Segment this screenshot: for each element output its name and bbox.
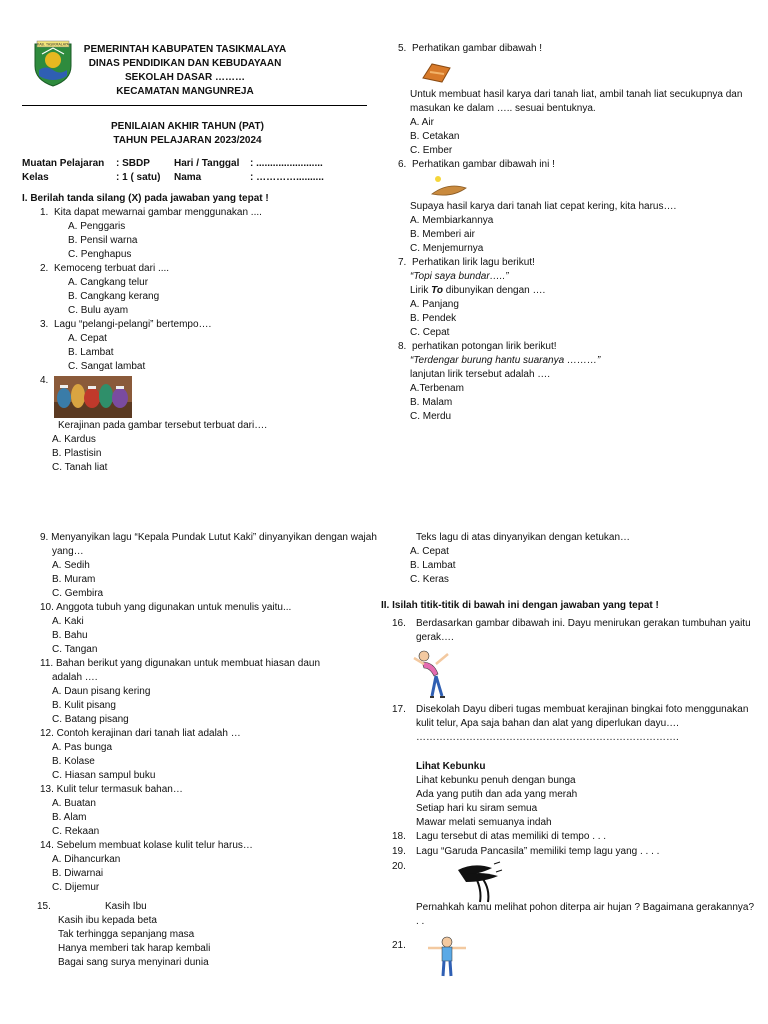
class-value: : 1 ( satu) <box>116 172 161 183</box>
song-lihat-kebunku <box>416 760 716 830</box>
question-5 <box>410 88 768 158</box>
q7-text: Lirik To dibunyikan dengan …. <box>410 285 546 296</box>
q12-option-c[interactable]: C. Hiasan sampul buku <box>52 770 156 781</box>
song-lyric-4: Mawar melati semuanya indah <box>416 817 552 828</box>
question-3: 3. Lagu “pelangi-pelangi” bertempo…. <box>40 319 212 330</box>
q9-option-b[interactable]: B. Muram <box>52 574 96 585</box>
name-label: Nama <box>174 172 202 183</box>
q6-option-c[interactable]: C. Menjemurnya <box>410 243 484 254</box>
subject-value: : SBDP <box>116 158 150 169</box>
q8-text: perhatikan potongan lirik berikut! <box>412 341 557 352</box>
q2-option-a[interactable]: A. Cangkang telur <box>68 277 149 288</box>
question-4 <box>38 419 368 475</box>
clay-mold-image-icon <box>420 60 452 84</box>
question-6-title: 6. Perhatikan gambar dibawah ini ! <box>398 159 555 170</box>
q15-question: Teks lagu di atas dinyanyikan dengan ketukan… <box>416 532 631 543</box>
q9-text-cont: yang… <box>52 546 84 557</box>
q10-option-b[interactable]: B. Bahu <box>52 630 88 641</box>
regency-logo-icon <box>33 40 73 88</box>
q11-option-c[interactable]: C. Batang pisang <box>52 714 129 725</box>
windy-tree-image-icon <box>452 860 504 904</box>
section-1-title: I. Berilah tanda silang (X) pada jawaban yang tepat ! <box>22 193 269 204</box>
question-10: 10. Anggota tubuh yang digunakan untuk menulis yaitu... <box>40 602 292 613</box>
q3-option-b[interactable]: B. Lambat <box>68 347 114 358</box>
q7-lyric: “Topi saya bundar…..” <box>410 271 509 282</box>
questions-left <box>38 206 368 388</box>
q3-option-c[interactable]: C. Sangat lambat <box>68 361 146 372</box>
q4-option-b[interactable]: B. Plastisin <box>52 448 102 459</box>
q5-option-a[interactable]: A. Air <box>410 117 434 128</box>
q19-text: Lagu “Garuda Pancasila” memiliki temp lagu yang . . . . <box>416 846 660 857</box>
q15-option-b[interactable]: B. Lambat <box>410 560 456 571</box>
q21-number: 21. <box>392 940 406 951</box>
q7-option-c[interactable]: C. Cepat <box>410 327 450 338</box>
q11-option-b[interactable]: B. Kulit pisang <box>52 700 116 711</box>
class-label: Kelas <box>22 172 49 183</box>
logo-caption: KAB. TASIKMALAYA <box>37 42 69 47</box>
q20-question <box>416 901 768 929</box>
q14-option-a[interactable]: A. Dihancurkan <box>52 854 121 865</box>
q13-option-a[interactable]: A. Buatan <box>52 798 96 809</box>
q15-option-a[interactable]: A. Cepat <box>410 546 449 557</box>
q8-option-b[interactable]: B. Malam <box>410 397 453 408</box>
question-5-title: 5. Perhatikan gambar dibawah ! <box>398 43 543 54</box>
q20-text: Pernahkah kamu melihat pohon diterpa air hujan ? Bagaimana gerakannya? <box>416 902 755 913</box>
q5-option-b[interactable]: B. Cetakan <box>410 131 460 142</box>
q7-option-a[interactable]: A. Panjang <box>410 299 459 310</box>
q18-text: Lagu tersebut di atas memiliki di tempo . . . <box>416 831 607 842</box>
q16-text-1: Berdasarkan gambar dibawah ini. Dayu menirukan gerakan tumbuhan yaitu <box>416 618 751 629</box>
q1-option-a[interactable]: A. Penggaris <box>68 221 126 232</box>
letterhead <box>75 43 295 99</box>
question-14: 14. Sebelum membuat kolase kulit telur harus… <box>40 840 253 851</box>
q15-song-title: Kasih Ibu <box>105 901 147 912</box>
q6-text: Supaya hasil karya dari tanah liat cepat kering, kita harus…. <box>410 201 677 212</box>
name-value: : ………….......... <box>250 172 324 183</box>
date-value: : ........................ <box>250 158 323 169</box>
song-lyric-2: Ada yang putih dan ada yang merah <box>416 789 578 800</box>
letterhead-department: DINAS PENDIDIKAN DAN KEBUDAYAAN <box>88 58 282 69</box>
q15-lyric-2: Tak terhingga sepanjang masa <box>58 929 195 940</box>
q12-option-a[interactable]: A. Pas bunga <box>52 742 113 753</box>
clay-crafts-photo-icon <box>54 376 132 418</box>
q3-option-a[interactable]: A. Cepat <box>68 333 107 344</box>
letterhead-divider <box>22 105 367 106</box>
q5-text-2: masukan ke dalam ….. sesuai bentuknya. <box>410 103 596 114</box>
q13-option-c[interactable]: C. Rekaan <box>52 826 100 837</box>
q1-option-c[interactable]: C. Penghapus <box>68 249 132 260</box>
q2-option-c[interactable]: C. Bulu ayam <box>68 305 129 316</box>
letterhead-school: SEKOLAH DASAR ……… <box>124 72 245 83</box>
q4-option-c[interactable]: C. Tanah liat <box>52 462 108 473</box>
q15-lyric-3: Hanya memberi tak harap kembali <box>58 943 211 954</box>
q9-option-c[interactable]: C. Gembira <box>52 588 104 599</box>
q12-option-b[interactable]: B. Kolase <box>52 756 95 767</box>
q11-text-cont: adalah …. <box>52 672 98 683</box>
q17-text-2: kulit telur, Apa saja bahan dan alat yang diperlukan dayu…. <box>416 718 679 729</box>
q5-option-c[interactable]: C. Ember <box>410 145 453 156</box>
q7-option-b[interactable]: B. Pendek <box>410 313 457 324</box>
q8-option-a[interactable]: A.Terbenam <box>410 383 464 394</box>
q16-number: 16. <box>392 618 406 629</box>
q15-lyric-4: Bagai sang surya menyinari dunia <box>58 957 209 968</box>
q1-option-b[interactable]: B. Pensil warna <box>68 235 138 246</box>
drying-clay-image-icon <box>428 174 470 198</box>
q8-option-c[interactable]: C. Merdu <box>410 411 452 422</box>
question-2: 2. Kemoceng terbuat dari .... <box>40 263 170 274</box>
questions-lower-left <box>40 531 380 895</box>
q15-option-c[interactable]: C. Keras <box>410 574 449 585</box>
subject-label: Muatan Pelajaran <box>22 158 105 169</box>
question-4-number: 4. <box>40 375 49 386</box>
q15-lyric-1: Kasih ibu kepada beta <box>58 915 157 926</box>
q4-text: Kerajinan pada gambar tersebut terbuat dari…. <box>58 420 268 431</box>
exam-year: TAHUN PELAJARAN 2023/2024 <box>113 135 262 146</box>
q15-number: 15. <box>37 901 51 912</box>
song-lyric-3: Setiap hari ku siram semua <box>416 803 538 814</box>
question-11: 11. Bahan berikut yang digunakan untuk membuat hiasan daun <box>40 658 321 669</box>
q17-text-1: Disekolah Dayu diberi tugas membuat kerajinan bingkai foto menggunakan <box>416 704 749 715</box>
q9-option-a[interactable]: A. Sedih <box>52 560 90 571</box>
question-12: 12. Contoh kerajinan dari tanah liat adalah … <box>40 728 241 739</box>
q15-continuation <box>402 531 768 587</box>
q11-option-a[interactable]: A. Daun pisang kering <box>52 686 151 697</box>
question-7: 7. Perhatikan lirik lagu berikut! “Topi saya bundar…..” Lirik To dibunyikan dengan …. A. Panjang B. Pendek C. Cepat 8. perhatikan potongan lirik berikut! “Terdengar burung hantu suaranya ………” lanjutan lirik tersebut adalah …. A.Terbenam B. Malam C. Merdu <box>396 256 768 424</box>
q8-lyric: “Terdengar burung hantu suaranya ………” <box>410 355 601 366</box>
q13-option-b[interactable]: B. Alam <box>52 812 87 823</box>
question-1: 1. Kita dapat mewarnai gambar menggunakan .... <box>40 207 262 218</box>
q19-number: 19. <box>392 846 406 857</box>
question-9: 9. Menyanyikan lagu “Kepala Pundak Lutut Kaki” dinyanyikan dengan wajah <box>40 532 377 543</box>
letterhead-district: KECAMATAN MANGUNREJA <box>116 86 254 97</box>
section-2-title: II. Isilah titik-titik di bawah ini dengan jawaban yang tepat ! <box>381 600 659 611</box>
q18-number: 18. <box>392 831 406 842</box>
q17-number: 17. <box>392 704 406 715</box>
q17-answer-line[interactable]: ……………………………………………………………………. <box>416 732 679 743</box>
q8-question: lanjutan lirik tersebut adalah …. <box>410 369 551 380</box>
q20-number: 20. <box>392 861 406 872</box>
boy-arms-out-image-icon <box>424 934 470 980</box>
q16-text-2: gerak…. <box>416 632 454 643</box>
song-title: Lihat Kebunku <box>416 761 486 772</box>
question-13: 13. Kulit telur termasuk bahan… <box>40 784 183 795</box>
q2-option-b[interactable]: B. Cangkang kerang <box>68 291 160 302</box>
q14-option-b[interactable]: B. Diwarnai <box>52 868 104 879</box>
q6-option-a[interactable]: A. Membiarkannya <box>410 215 494 226</box>
exam-title-block <box>75 120 300 148</box>
question-6 <box>410 200 768 256</box>
q5-text-1: Untuk membuat hasil karya dari tanah liat, ambil tanah liat secukupnya dan <box>410 89 743 100</box>
q14-option-c[interactable]: C. Dijemur <box>52 882 100 893</box>
song-lyric-1: Lihat kebunku penuh dengan bunga <box>416 775 576 786</box>
letterhead-government: PEMERINTAH KABUPATEN TASIKMALAYA <box>83 44 287 55</box>
q10-option-c[interactable]: C. Tangan <box>52 644 98 655</box>
date-label: Hari / Tanggal <box>174 158 240 169</box>
q10-option-a[interactable]: A. Kaki <box>52 616 84 627</box>
q6-option-b[interactable]: B. Memberi air <box>410 229 476 240</box>
exam-title: PENILAIAN AKHIR TAHUN (PAT) <box>111 121 264 132</box>
q4-option-a[interactable]: A. Kardus <box>52 434 96 445</box>
stretching-girl-image-icon <box>408 648 454 700</box>
student-info <box>22 157 362 185</box>
q20-dots: . . <box>416 916 425 927</box>
